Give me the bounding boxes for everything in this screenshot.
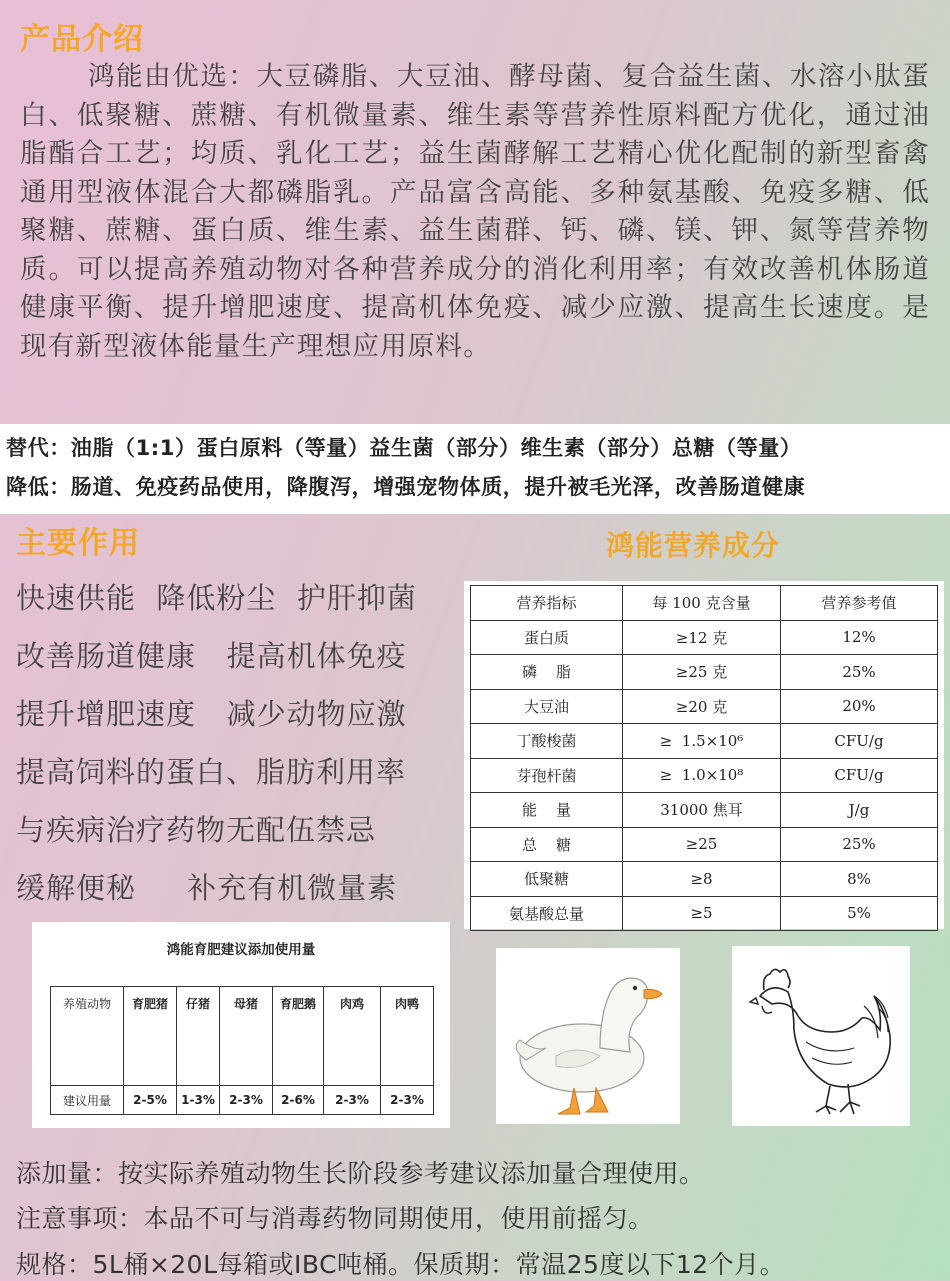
function-line: 提升增肥速度 减少动物应激 [16,697,407,731]
functions-title: 主要作用 [16,526,140,561]
duck-image [496,948,680,1124]
table-cell: 12% [781,620,938,655]
table-cell: 20% [781,689,938,724]
table-cell: ≥ 1.0×10⁸ [623,758,781,793]
table-row [471,655,938,690]
dosage-note: 添加量：按实际养殖动物生长阶段参考建议添加量合理使用。 [16,1159,705,1188]
animal-cell: 肉鸡 [324,987,381,1086]
usage-table [50,986,434,1115]
table-cell: 5% [781,896,938,931]
column-header: 营养参考值 [781,586,938,621]
table-cell: ≥5 [623,896,781,931]
spec-note: 规格：5L桶×20L每箱或IBC吨桶。保质期：常温25度以下12个月。 [16,1250,786,1279]
table-row [471,758,938,793]
table-cell: 31000 焦耳 [623,793,781,828]
animal-cell: 仔猪 [177,987,220,1086]
table-row [471,896,938,931]
hen-icon [732,946,910,1126]
usage-panel [32,922,450,1128]
table-cell: 大豆油 [471,689,623,724]
table-cell: 总 糖 [471,827,623,862]
reduce-line: 降低：肠道、免疫药品使用，降腹泻，增强宠物体质，提升被毛光泽，改善肠道健康 [6,475,806,499]
nutrition-title: 鸿能营养成分 [606,529,781,562]
table-row [471,620,938,655]
usage-title: 鸿能育肥建议添加使用量 [166,942,316,958]
row-label: 养殖动物 [51,987,124,1086]
table-cell: 25% [781,827,938,862]
table-row [471,689,938,724]
table-row [471,724,938,759]
table-cell: 8% [781,862,938,897]
table-cell: 丁酸梭菌 [471,724,623,759]
table-cell: CFU/g [781,724,938,759]
table-cell: ≥ 1.5×10⁶ [623,724,781,759]
column-header: 每 100 克含量 [623,586,781,621]
function-line: 缓解便秘 补充有机微量素 [16,871,398,905]
table-cell: J/g [781,793,938,828]
intro-title: 产品介绍 [20,22,144,57]
animal-cell: 育肥猪 [124,987,177,1086]
column-header: 营养指标 [471,586,623,621]
table-row [51,987,434,1086]
substitute-line: 替代：油脂（1:1）蛋白原料（等量）益生菌（部分）维生素（部分）总糖（等量） [6,436,802,460]
table-cell: 蛋白质 [471,620,623,655]
animal-cell: 肉鸭 [381,987,434,1086]
table-cell: 芽孢杆菌 [471,758,623,793]
animal-cell: 育肥鹅 [273,987,324,1086]
function-line: 与疾病治疗药物无配伍禁忌 [16,813,377,847]
duck-icon [496,948,680,1124]
row-label: 建议用量 [51,1086,124,1115]
intro-paragraph: 鸿能由优选：大豆磷脂、大豆油、酵母菌、复合益生菌、水溶小肽蛋白、低聚糖、蔗糖、有机微量素、维生素等营养性原料配方优化，通过油脂酯合工艺；均质、乳化工艺；益生菌酵解工艺精心优化配制的新型畜禽通用型液体混合大都磷脂乳。产品富含高能、多种氨基酸、免疫多糖、低聚糖、蔗糖、蛋白质、维生素、益生菌群、钙、磷、镁、钾、氮等营养物质。可以提高养殖动物对各种营养成分的消化利用率；有效改善机体肠道健康平衡、提升增肥速度、提高机体免疫、减少应激、提高生长速度。是现有新型液体能量生产理想应用原料。 [20,61,930,362]
table-cell: ≥12 克 [623,620,781,655]
animal-cell: 母猪 [220,987,273,1086]
function-line: 提高饲料的蛋白、脂肪利用率 [16,755,407,789]
table-cell: ≥25 [623,827,781,862]
nutrition-table [470,585,938,931]
nutrition-table-panel [464,581,944,929]
table-cell: 氨基酸总量 [471,896,623,931]
dose-cell: 2-6% [273,1086,324,1115]
table-cell: ≥25 克 [623,655,781,690]
dose-cell: 1-3% [177,1086,220,1115]
dose-cell: 2-5% [124,1086,177,1115]
dose-cell: 2-3% [220,1086,273,1115]
table-row [471,862,938,897]
table-row [471,793,938,828]
table-header-row [471,586,938,621]
function-line: 改善肠道健康 提高机体免疫 [16,639,407,673]
substitute-band [0,424,950,514]
table-cell: 低聚糖 [471,862,623,897]
table-row [51,1086,434,1115]
table-cell: 能 量 [471,793,623,828]
function-line: 快速供能 降低粉尘 护肝抑菌 [16,581,417,615]
table-cell: CFU/g [781,758,938,793]
dose-cell: 2-3% [381,1086,434,1115]
hen-image [732,946,910,1126]
caution-note: 注意事项：本品不可与消毒药物同期使用，使用前摇匀。 [16,1204,654,1233]
table-cell: ≥8 [623,862,781,897]
table-cell: 25% [781,655,938,690]
table-row [471,827,938,862]
dose-cell: 2-3% [324,1086,381,1115]
table-cell: ≥20 克 [623,689,781,724]
table-cell: 磷 脂 [471,655,623,690]
